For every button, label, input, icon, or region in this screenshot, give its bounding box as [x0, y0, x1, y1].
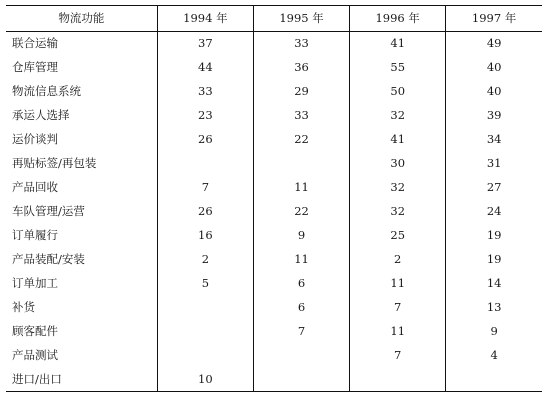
value-cell: 11	[350, 272, 446, 296]
value-cell: 33	[157, 80, 253, 104]
value-cell: 14	[446, 272, 542, 296]
table-row	[6, 32, 542, 56]
value-cell: 10	[157, 368, 253, 392]
value-cell: 22	[253, 200, 349, 224]
value-cell: 4	[446, 344, 542, 368]
value-cell: 25	[350, 224, 446, 248]
table-header	[6, 6, 542, 32]
table-row	[6, 176, 542, 200]
value-cell: 26	[157, 200, 253, 224]
value-cell: 9	[446, 320, 542, 344]
table-row	[6, 224, 542, 248]
value-cell: 33	[253, 32, 349, 56]
year-column-header: 1996 年	[350, 6, 446, 32]
value-cell: 23	[157, 104, 253, 128]
function-name-cell: 产品测试	[12, 347, 58, 362]
value-cell: 2	[157, 248, 253, 272]
value-cell: 11	[253, 176, 349, 200]
year-column-header: 1994 年	[157, 6, 253, 32]
function-name-cell: 产品回收	[12, 179, 58, 194]
value-cell: 32	[350, 104, 446, 128]
value-cell: 22	[253, 128, 349, 152]
value-cell: 7	[350, 296, 446, 320]
table-row	[6, 152, 542, 176]
function-name-cell: 订单履行	[12, 227, 58, 242]
value-cell: 5	[157, 272, 253, 296]
value-cell: 34	[446, 128, 542, 152]
table-row	[6, 248, 542, 272]
value-cell	[253, 152, 349, 176]
value-cell: 27	[446, 176, 542, 200]
value-cell	[157, 344, 253, 368]
value-cell: 30	[350, 152, 446, 176]
value-cell	[253, 368, 349, 392]
value-cell	[157, 320, 253, 344]
value-cell: 31	[446, 152, 542, 176]
value-cell	[157, 296, 253, 320]
year-column-header: 1995 年	[253, 6, 349, 32]
table-row	[6, 272, 542, 296]
value-cell: 49	[446, 32, 542, 56]
value-cell: 19	[446, 224, 542, 248]
table-row	[6, 368, 542, 392]
value-cell: 19	[446, 248, 542, 272]
value-cell: 13	[446, 296, 542, 320]
value-cell: 44	[157, 56, 253, 80]
function-name-cell: 补货	[12, 299, 35, 314]
value-cell: 32	[350, 176, 446, 200]
table-row	[6, 80, 542, 104]
table-row	[6, 344, 542, 368]
function-name-cell: 物流信息系统	[12, 83, 81, 98]
value-cell: 26	[157, 128, 253, 152]
table-body	[6, 32, 542, 392]
function-name-cell: 仓库管理	[12, 59, 58, 74]
value-cell: 7	[157, 176, 253, 200]
value-cell	[157, 152, 253, 176]
value-cell	[253, 344, 349, 368]
function-name-cell: 再贴标签/再包装	[12, 155, 97, 170]
value-cell: 33	[253, 104, 349, 128]
value-cell: 32	[350, 200, 446, 224]
table-row	[6, 320, 542, 344]
function-name-cell: 进口/出口	[6, 368, 157, 392]
value-cell: 6	[253, 272, 349, 296]
value-cell: 37	[157, 32, 253, 56]
table-row	[6, 128, 542, 152]
function-name-cell: 承运人选择	[12, 107, 70, 122]
logistics-function-table	[6, 5, 542, 392]
value-cell: 36	[253, 56, 349, 80]
value-cell: 41	[350, 32, 446, 56]
value-cell: 55	[350, 56, 446, 80]
table-row	[6, 200, 542, 224]
value-cell: 7	[253, 320, 349, 344]
function-name-cell: 订单加工	[12, 275, 58, 290]
table-row	[6, 296, 542, 320]
function-name-cell: 顾客配件	[12, 323, 58, 338]
function-name-cell: 运价谈判	[12, 131, 58, 146]
function-name-cell: 车队管理/运营	[12, 203, 85, 218]
function-name-cell: 产品装配/安装	[12, 251, 85, 266]
value-cell: 11	[253, 248, 349, 272]
table-row	[6, 56, 542, 80]
function-name-cell: 联合运输	[12, 36, 58, 50]
value-cell: 6	[253, 296, 349, 320]
value-cell: 39	[446, 104, 542, 128]
value-cell: 24	[446, 200, 542, 224]
year-column-header: 1997 年	[446, 6, 542, 32]
value-cell: 7	[350, 344, 446, 368]
value-cell	[446, 368, 542, 392]
value-cell: 41	[350, 128, 446, 152]
header-row	[6, 6, 542, 32]
value-cell: 2	[350, 248, 446, 272]
value-cell: 9	[253, 224, 349, 248]
value-cell: 40	[446, 56, 542, 80]
value-cell: 40	[446, 80, 542, 104]
value-cell: 29	[253, 80, 349, 104]
value-cell: 50	[350, 80, 446, 104]
value-cell	[350, 368, 446, 392]
value-cell: 16	[157, 224, 253, 248]
function-column-header: 物流功能	[6, 6, 157, 32]
value-cell: 11	[350, 320, 446, 344]
table-row	[6, 104, 542, 128]
